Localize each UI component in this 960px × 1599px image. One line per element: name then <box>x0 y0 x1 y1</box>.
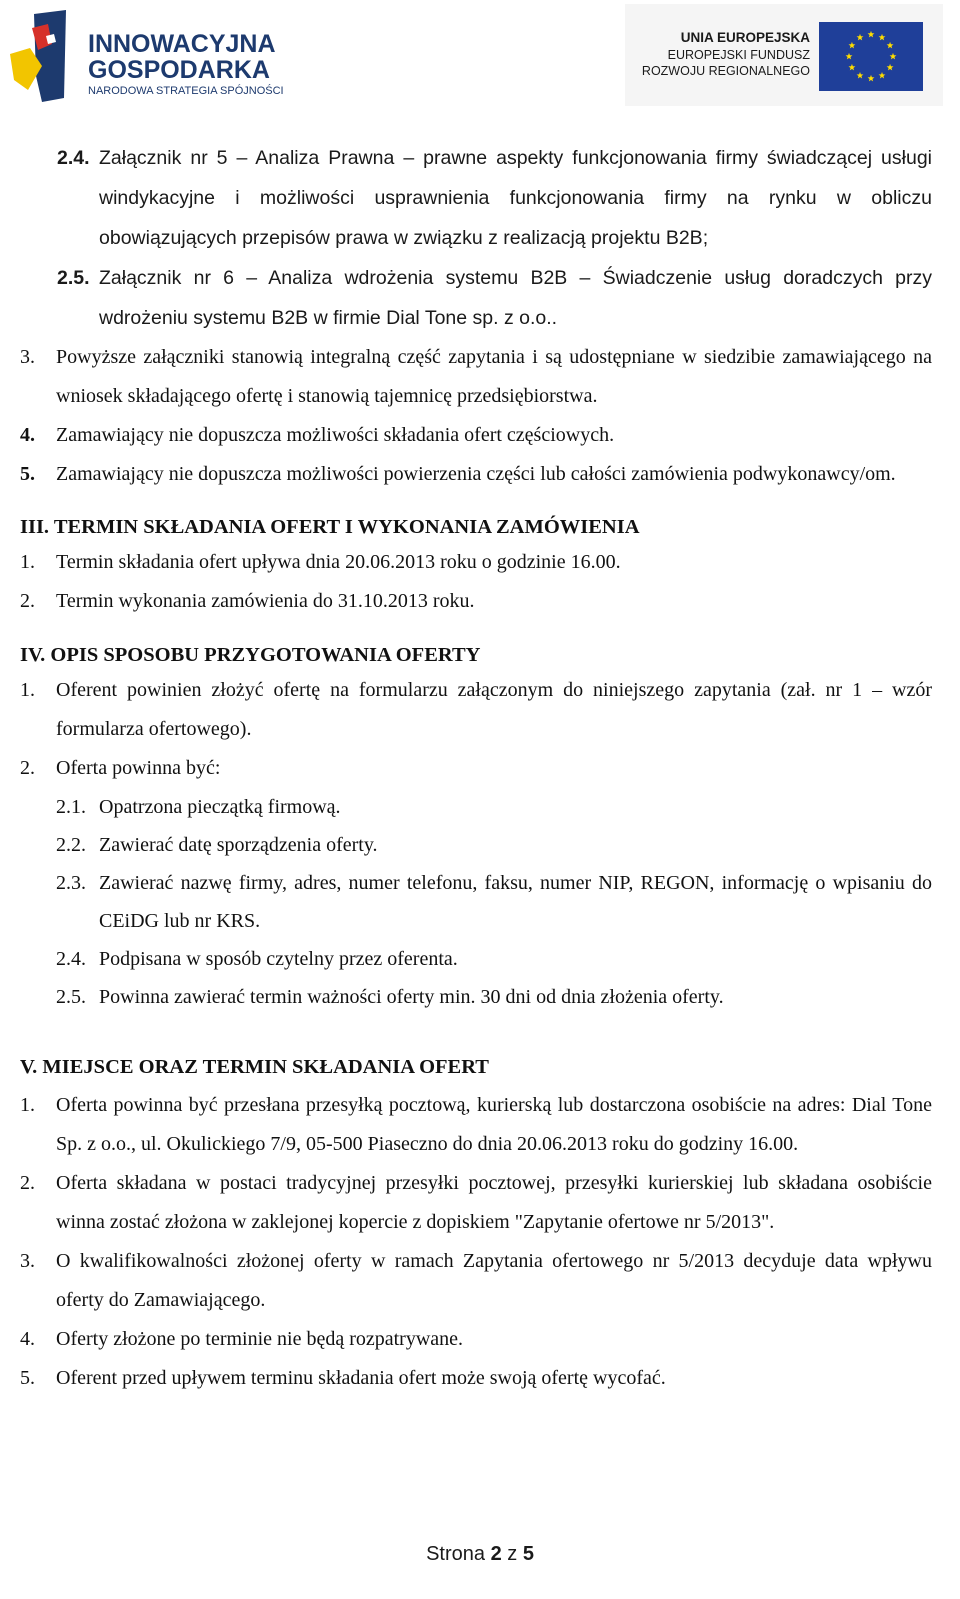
item-number: 2.1. <box>56 796 86 818</box>
list-item <box>20 1359 932 1398</box>
item-number: 3. <box>20 346 35 368</box>
eu-line3: ROZWOJU REGIONALNEGO <box>641 64 810 78</box>
eu-flag-icon <box>819 22 923 91</box>
list-item <box>20 671 932 749</box>
page-number: 2 <box>490 1543 502 1565</box>
item-text: Zamawiający nie dopuszcza możliwości powierzenia części lub całości zamówienia podwykonawcy/om. <box>56 463 896 485</box>
item-number: 2.5. <box>57 267 90 289</box>
list-item <box>20 582 932 621</box>
item-number: 5. <box>20 1367 35 1389</box>
item-text: O kwalifikowalności złożonej oferty w ramach Zapytania ofertowego nr 5/2013 decyduje data wpływu oferty do Zamawiającego. <box>56 1250 932 1311</box>
list-item <box>20 1320 932 1359</box>
logo-line1: INNOWACYJNA <box>88 30 276 58</box>
item-text: Termin składania ofert upływa dnia 20.06.2013 roku o godzinie 16.00. <box>56 551 621 573</box>
item-text: Oferty złożone po terminie nie będą rozpatrywane. <box>56 1328 464 1350</box>
ig-emblem-icon <box>8 10 308 102</box>
document-body <box>20 138 932 1398</box>
item-number: 2.2. <box>56 834 86 856</box>
list-item <box>20 338 932 416</box>
item-number: 1. <box>20 1094 35 1116</box>
annex-item <box>20 138 932 258</box>
sub-list-item <box>20 864 932 940</box>
item-number: 2.5. <box>56 986 86 1008</box>
item-number: 2. <box>20 757 35 779</box>
item-text: Zawierać datę sporządzenia oferty. <box>99 834 378 856</box>
item-number: 4. <box>20 424 35 446</box>
item-text: Załącznik nr 5 – Analiza Prawna – prawne aspekty funkcjonowania firmy świadczącej usługi windykacyjne i możliwości usprawnienia funkcjonowania firmy na rynku w obliczu obowiązujących przepisów prawa w związku z realizacją projektu B2B; <box>99 147 932 249</box>
item-number: 3. <box>20 1250 35 1272</box>
item-text: Oferta powinna być przesłana przesyłką pocztową, kurierską lub dostarczona osobiście na adres: Dial Tone Sp. z o.o., ul. Okulickiego 7/9, 05-500 Piaseczno do dnia 20.06.2013 roku do godziny 16.00. <box>56 1094 932 1155</box>
item-number: 2.4. <box>56 948 86 970</box>
page-total: 5 <box>522 1543 534 1565</box>
item-number: 1. <box>20 551 35 573</box>
item-number: 2. <box>20 1172 35 1194</box>
list-item <box>20 1086 932 1164</box>
item-text: Termin wykonania zamówienia do 31.10.2013 roku. <box>56 590 475 612</box>
list-item <box>20 543 932 582</box>
page-footer <box>0 1543 960 1566</box>
eu-fund-logo <box>625 4 943 106</box>
list-item <box>20 1242 932 1320</box>
item-number: 2.3. <box>56 872 86 894</box>
annex-item <box>20 258 932 338</box>
list-item <box>20 1164 932 1242</box>
page-separator: z <box>507 1543 518 1565</box>
item-number: 2. <box>20 590 35 612</box>
list-item <box>20 749 932 788</box>
logo-line2: GOSPODARKA <box>88 56 270 84</box>
sub-list-item <box>20 940 932 978</box>
sub-list-item <box>20 826 932 864</box>
section-heading: IV. OPIS SPOSOBU PRZYGOTOWANIA OFERTY <box>20 644 481 666</box>
item-text: Oferta powinna być: <box>56 757 221 779</box>
item-text: Zawierać nazwę firmy, adres, numer telefonu, faksu, numer NIP, REGON, informację o wpisaniu do CEiDG lub nr KRS. <box>99 872 932 932</box>
item-text: Załącznik nr 6 – Analiza wdrożenia systemu B2B – Świadczenie usług doradczych przy wdrożeniu systemu B2B w firmie Dial Tone sp. z o.o.. <box>99 267 932 329</box>
item-text: Oferta składana w postaci tradycyjnej przesyłki pocztowej, przesyłki kurierskiej lub składana osobiście winna zostać złożona w zaklejonej kopercie z dopiskiem "Zapytanie ofertowe nr 5/2013". <box>56 1172 932 1233</box>
item-text: Oferent powinien złożyć ofertę na formularzu załączonym do niniejszego zapytania (zał. nr 1 – wzór formularza ofertowego). <box>56 679 932 740</box>
eu-line2: EUROPEJSKI FUNDUSZ <box>667 48 810 62</box>
item-number: 1. <box>20 679 35 701</box>
item-number: 2.4. <box>57 147 90 169</box>
innowacyjna-gospodarka-logo <box>8 10 308 102</box>
item-text: Opatrzona pieczątką firmową. <box>99 796 341 818</box>
section-heading: V. MIEJSCE ORAZ TERMIN SKŁADANIA OFERT <box>20 1056 489 1078</box>
list-item <box>20 416 932 455</box>
item-text: Oferent przed upływem terminu składania ofert może swoją ofertę wycofać. <box>56 1367 666 1389</box>
item-number: 5. <box>20 463 35 485</box>
item-text: Powinna zawierać termin ważności oferty min. 30 dni od dnia złożenia oferty. <box>99 986 724 1008</box>
item-text: Powyższe załączniki stanowią integralną część zapytania i są udostępniane w siedzibie zamawiającego na wniosek składającego ofertę i stanowią tajemnicę przedsiębiorstwa. <box>56 346 932 407</box>
list-item <box>20 455 932 494</box>
section-heading: III. TERMIN SKŁADANIA OFERT I WYKONANIA ZAMÓWIENIA <box>20 516 640 538</box>
eu-line1: UNIA EUROPEJSKA <box>680 30 810 45</box>
logo-line3: NARODOWA STRATEGIA SPÓJNOŚCI <box>88 85 284 97</box>
page-label: Strona <box>426 1543 485 1565</box>
item-text: Zamawiający nie dopuszcza możliwości składania ofert częściowych. <box>56 424 615 446</box>
sub-list-item <box>20 978 932 1016</box>
item-number: 4. <box>20 1328 35 1350</box>
item-text: Podpisana w sposób czytelny przez oferenta. <box>99 948 458 970</box>
sub-list-item <box>20 788 932 826</box>
